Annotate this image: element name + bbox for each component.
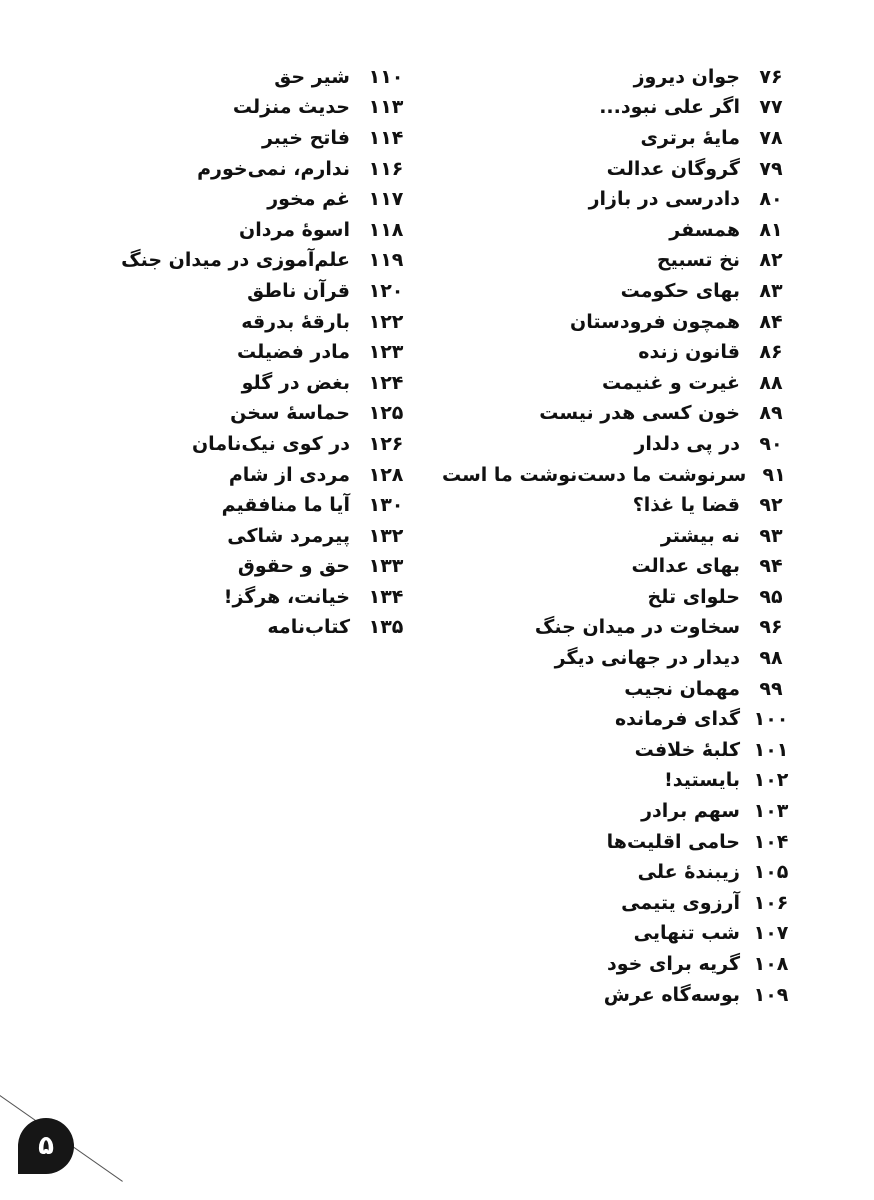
toc-entry	[92, 460, 422, 491]
toc-entry	[442, 93, 802, 124]
toc-entry	[92, 521, 422, 552]
toc-page-number: ۱۲۸	[368, 463, 404, 486]
toc-page-number: ۱۱۴	[368, 126, 404, 149]
toc-page-number: ۹۵	[759, 585, 783, 608]
toc-entry	[442, 613, 802, 644]
toc-page-number: ۱۱۶	[368, 157, 404, 180]
toc-entry	[442, 368, 802, 399]
toc-entry-title: مادر فضیلت	[237, 341, 350, 364]
toc-entry	[92, 368, 422, 399]
toc-entry	[92, 429, 422, 460]
toc-entry-title: خون کسی هدر نیست	[539, 402, 740, 425]
toc-page-number: ۱۲۴	[368, 371, 404, 394]
toc-entry-title: بایستید!	[664, 769, 740, 792]
toc-entry-title: جوان دیروز	[633, 65, 740, 88]
toc-entry	[442, 704, 802, 735]
toc-entry-title: گروگان عدالت	[606, 157, 740, 180]
toc-entry	[92, 62, 422, 93]
toc-entry	[442, 429, 802, 460]
toc-page-number: ۱۲۵	[368, 402, 404, 425]
toc-entry-title: شیر حق	[274, 65, 350, 88]
toc-page-number: ۱۳۲	[368, 524, 404, 547]
toc-entry-title: حدیث منزلت	[232, 96, 350, 119]
toc-entry-title: همسفر	[669, 218, 740, 241]
toc-entry	[442, 888, 802, 919]
toc-page-number: ۱۲۲	[368, 310, 404, 333]
toc-page-number: ۹۸	[759, 647, 783, 670]
toc-page-number: ۱۰۳	[753, 800, 789, 823]
toc-entry-title: آیا ما منافقیم	[221, 494, 350, 517]
toc-page-number: ۸۲	[759, 249, 783, 272]
toc-page-number: ۷۶	[759, 65, 783, 88]
toc-entry	[442, 215, 802, 246]
toc-entry-title: بهای عدالت	[631, 555, 740, 578]
toc-page-number: ۹۳	[759, 524, 783, 547]
toc-entry-title: سخاوت در میدان جنگ	[534, 616, 740, 639]
toc-entry-title: حق و حقوق	[237, 555, 350, 578]
toc-entry-title: در پی دلدار	[634, 432, 740, 455]
toc-entry-title: خیانت، هرگز!	[223, 585, 350, 608]
toc-entry-title: فاتح خیبر	[261, 126, 350, 149]
toc-entry-title: غم مخور	[267, 188, 350, 211]
toc-page-number: ۸۰	[759, 188, 783, 211]
toc-entry	[442, 460, 802, 491]
toc-entry-title: سهم برادر	[641, 800, 740, 823]
toc-entry-title: زیبندهٔ علی	[637, 861, 740, 884]
toc-entry	[442, 337, 802, 368]
toc-entry	[442, 123, 802, 154]
toc-entry-title: مایهٔ برتری	[640, 126, 740, 149]
toc-left-column	[92, 62, 422, 643]
toc-entry	[442, 766, 802, 797]
toc-page-number: ۹۴	[759, 555, 783, 578]
toc-entry	[92, 276, 422, 307]
toc-entry	[442, 674, 802, 705]
toc-entry-title: قانون زنده	[638, 341, 740, 364]
toc-page-number: ۷۷	[759, 96, 783, 119]
toc-page-number: ۸۴	[759, 310, 783, 333]
toc-entry	[442, 490, 802, 521]
toc-entry	[92, 337, 422, 368]
toc-page-number: ۸۱	[759, 218, 783, 241]
toc-page-number: ۱۲۰	[368, 279, 404, 302]
toc-entry-title: دیدار در جهانی دیگر	[554, 647, 740, 670]
toc-entry-title: بهای حکومت	[620, 279, 740, 302]
toc-entry-title: نخ تسبیح	[656, 249, 740, 272]
toc-entry-title: مهمان نجیب	[624, 677, 740, 700]
toc-page-number: ۷۹	[759, 157, 783, 180]
toc-page-number: ۱۱۹	[368, 249, 404, 272]
toc-page-number: ۱۳۴	[368, 585, 404, 608]
toc-page-number: ۱۰۷	[753, 922, 789, 945]
toc-page-number: ۱۰۶	[753, 891, 789, 914]
toc-entry	[92, 123, 422, 154]
toc-page-number: ۱۰۴	[753, 830, 789, 853]
toc-entry-title: نه بیشتر	[660, 524, 740, 547]
toc-page-number: ۱۰۵	[753, 861, 789, 884]
toc-page-number: ۱۱۷	[368, 188, 404, 211]
toc-page-number: ۱۳۳	[368, 555, 404, 578]
toc-page-number: ۸۶	[759, 341, 783, 364]
toc-entry	[92, 552, 422, 583]
toc-entry-title: اسوهٔ مردان	[238, 218, 350, 241]
toc-entry-title: ندارم، نمی‌خورم	[197, 157, 350, 180]
toc-page-number: ۱۰۱	[753, 738, 789, 761]
toc-entry	[442, 919, 802, 950]
toc-entry	[442, 276, 802, 307]
toc-entry	[442, 735, 802, 766]
toc-entry	[442, 246, 802, 277]
toc-entry	[92, 307, 422, 338]
toc-page-number: ۱۱۰	[368, 65, 404, 88]
toc-entry	[442, 521, 802, 552]
toc-entry	[92, 215, 422, 246]
toc-entry	[442, 827, 802, 858]
toc-page-number: ۸۸	[759, 371, 783, 394]
toc-page-number: ۸۹	[759, 402, 783, 425]
toc-entry-title: بارقهٔ بدرقه	[241, 310, 350, 333]
toc-page-number: ۱۰۰	[753, 708, 789, 731]
toc-entry-title: همچون فرودستان	[570, 310, 740, 333]
toc-entry	[442, 980, 802, 1011]
toc-entry	[442, 949, 802, 980]
toc-entry	[92, 246, 422, 277]
toc-entry	[442, 582, 802, 613]
toc-page-number: ۹۹	[759, 677, 783, 700]
toc-entry-title: شب تنهایی	[633, 922, 740, 945]
toc-entry	[442, 643, 802, 674]
toc-entry-title: علم‌آموزی در میدان جنگ	[121, 249, 350, 272]
toc-entry-title: در کوی نیک‌نامان	[191, 432, 350, 455]
toc-entry	[442, 399, 802, 430]
toc-entry	[92, 613, 422, 644]
toc-entry-title: بغض در گلو	[241, 371, 350, 394]
toc-entry-title: اگر علی نبود...	[599, 96, 740, 119]
toc-page-number: ۱۲۳	[368, 341, 404, 364]
toc-entry	[442, 184, 802, 215]
toc-entry-title: پیرمرد شاکی	[227, 524, 350, 547]
toc-entry	[442, 796, 802, 827]
toc-entry-title: حامی اقلیت‌ها	[606, 830, 740, 853]
toc-page-number: ۸۳	[759, 279, 783, 302]
toc-page-number: ۱۲۶	[368, 432, 404, 455]
toc-page-number: ۹۱	[762, 463, 786, 486]
toc-page-number: ۹۶	[759, 616, 783, 639]
toc-entry-title: بوسه‌گاه عرش	[603, 983, 740, 1006]
toc-entry-title: مردی از شام	[228, 463, 350, 486]
toc-page-number: ۹۲	[759, 494, 783, 517]
toc-entry	[92, 582, 422, 613]
toc-page-number: ۷۸	[759, 126, 783, 149]
toc-entry	[442, 552, 802, 583]
toc-entry	[92, 184, 422, 215]
toc-entry	[442, 154, 802, 185]
toc-page-number: ۹۰	[759, 432, 783, 455]
toc-entry-title: کتاب‌نامه	[267, 616, 350, 639]
toc-entry-title: سرنوشت ما دست‌نوشت ما است	[442, 463, 747, 486]
page-number: ۵	[38, 1131, 54, 1161]
toc-entry-title: حلوای تلخ	[647, 585, 740, 608]
toc-page-number: ۱۳۵	[368, 616, 404, 639]
toc-entry	[442, 857, 802, 888]
toc-entry-title: حماسهٔ سخن	[230, 402, 350, 425]
toc-page-number: ۱۳۰	[368, 494, 404, 517]
toc-entry-title: گریه برای خود	[607, 953, 740, 976]
toc-entry	[92, 399, 422, 430]
toc-entry	[442, 62, 802, 93]
toc-entry-title: گدای فرمانده	[614, 708, 740, 731]
toc-right-column	[442, 62, 802, 1010]
toc-page-number: ۱۱۸	[368, 218, 404, 241]
toc-page-number: ۱۰۹	[753, 983, 789, 1006]
toc-entry-title: قرآن ناطق	[247, 279, 350, 302]
toc-entry-title: کلبهٔ خلافت	[634, 738, 740, 761]
toc-page-number: ۱۰۲	[753, 769, 789, 792]
toc-page-number: ۱۱۳	[368, 96, 404, 119]
toc-entry-title: دادرسی در بازار	[588, 188, 740, 211]
toc-entry-title: قضا یا غذا؟	[632, 494, 740, 517]
toc-entry-title: غیرت و غنیمت	[601, 371, 740, 394]
toc-entry	[92, 154, 422, 185]
toc-entry-title: آرزوی یتیمی	[621, 891, 740, 914]
toc-entry	[92, 490, 422, 521]
toc-page-number: ۱۰۸	[753, 953, 789, 976]
toc-entry	[92, 93, 422, 124]
toc-entry	[442, 307, 802, 338]
page-number-badge	[18, 1118, 74, 1174]
